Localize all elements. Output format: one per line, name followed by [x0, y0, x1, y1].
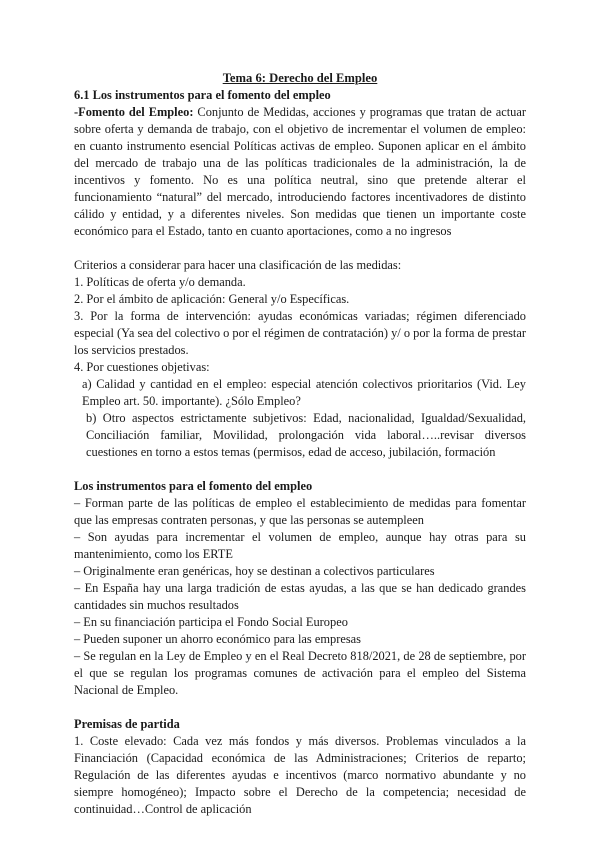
fomento-paragraph: [74, 104, 526, 240]
list-item: – Se regulan en la Ley de Empleo y en el Real Decreto 818/2021, de 28 de septiembre, por el que se regulan los programas comunes de activación para el empleo del Sistema Nacional de Empleo.: [74, 649, 526, 697]
section-heading-fomento: Los instrumentos para el fomento del empleo: [74, 479, 313, 493]
criteria-item: 4. Por cuestiones objetivas:: [74, 360, 210, 374]
fomento-lead: -Fomento del Empleo:: [74, 105, 194, 119]
criteria-intro: Criterios a considerar para hacer una clasificación de las medidas:: [74, 258, 402, 272]
fomento-text: Conjunto de Medidas, acciones y programas que tratan de actuar sobre oferta y demanda de trabajo, con el objetivo de incrementar el volumen de empleo: en cuanto instrumento esencial Políticas activas de empleo. Suponen aplicar en el ámbito del mercado de trabajo una de las políticas tradicionales de la administración, la de incentivos y fomento. No es una política neutral, sino que pretende alterar el funcionamiento “natural” del mercado, introduciendo factores incentivadores de distinto cálido y entidad, y a diferentes niveles. Son medidas que tienen un importante coste económico para el Estado, tanto en cuanto aportaciones, como a no ingresos: [74, 105, 526, 238]
section-heading-premisas: Premisas de partida: [74, 717, 180, 731]
criteria-item: 1. Políticas de oferta y/o demanda.: [74, 275, 246, 289]
list-item: 1. Coste elevado: Cada vez más fondos y más diversos. Problemas vinculados a la Financiación (Capacidad económica de las Administraciones; Criterios de reparto; Regulación de las diferentes ayudas e incentivos (marco normativo abundante y no siempre homogéneo); Impacto sobre el Derecho de la competencia; necesidad de continuidad…Control de aplicación: [74, 734, 526, 816]
list-item: – En su financiación participa el Fondo Social Europeo: [74, 615, 348, 629]
criteria-subitem: b) Otro aspectos estrictamente subjetivos: Edad, nacionalidad, Igualdad/Sexualidad, Conciliación familiar, Movilidad, prolongación vida laboral…..revisar diversos cuestiones en torno a estos temas (permisos, edad de acceso, jubilación, formación: [86, 411, 526, 459]
list-item: – Originalmente eran genéricas, hoy se destinan a colectivos particulares: [74, 564, 435, 578]
criteria-item: 3. Por la forma de intervención: ayudas económicas variadas; régimen diferenciado especial (Ya sea del colectivo o por el régimen de contratación) y/ o por la forma de prestar los servicios prestados.: [74, 309, 526, 357]
document-title: Tema 6: Derecho del Empleo: [222, 71, 378, 85]
list-item: – Son ayudas para incrementar el volumen de empleo, aunque hay otras para su mantenimiento, como los ERTE: [74, 530, 526, 561]
list-item: – Pueden suponer un ahorro económico para las empresas: [74, 632, 361, 646]
criteria-item: 2. Por el ámbito de aplicación: General y/o Específicas.: [74, 292, 350, 306]
list-item: – En España hay una larga tradición de estas ayudas, a las que se han dedicado grandes cantidades sin muchos resultados: [74, 581, 526, 612]
section-heading-instrumentos: 6.1 Los instrumentos para el fomento del empleo: [74, 88, 331, 102]
criteria-subitem: a) Calidad y cantidad en el empleo: especial atención colectivos prioritarios (Vid. Ley Empleo art. 50. importante). ¿Sólo Empleo?: [82, 377, 526, 408]
list-item: – Forman parte de las políticas de empleo el establecimiento de medidas para fomentar que las empresas contraten personas, y que las personas se autempleen: [74, 496, 526, 527]
